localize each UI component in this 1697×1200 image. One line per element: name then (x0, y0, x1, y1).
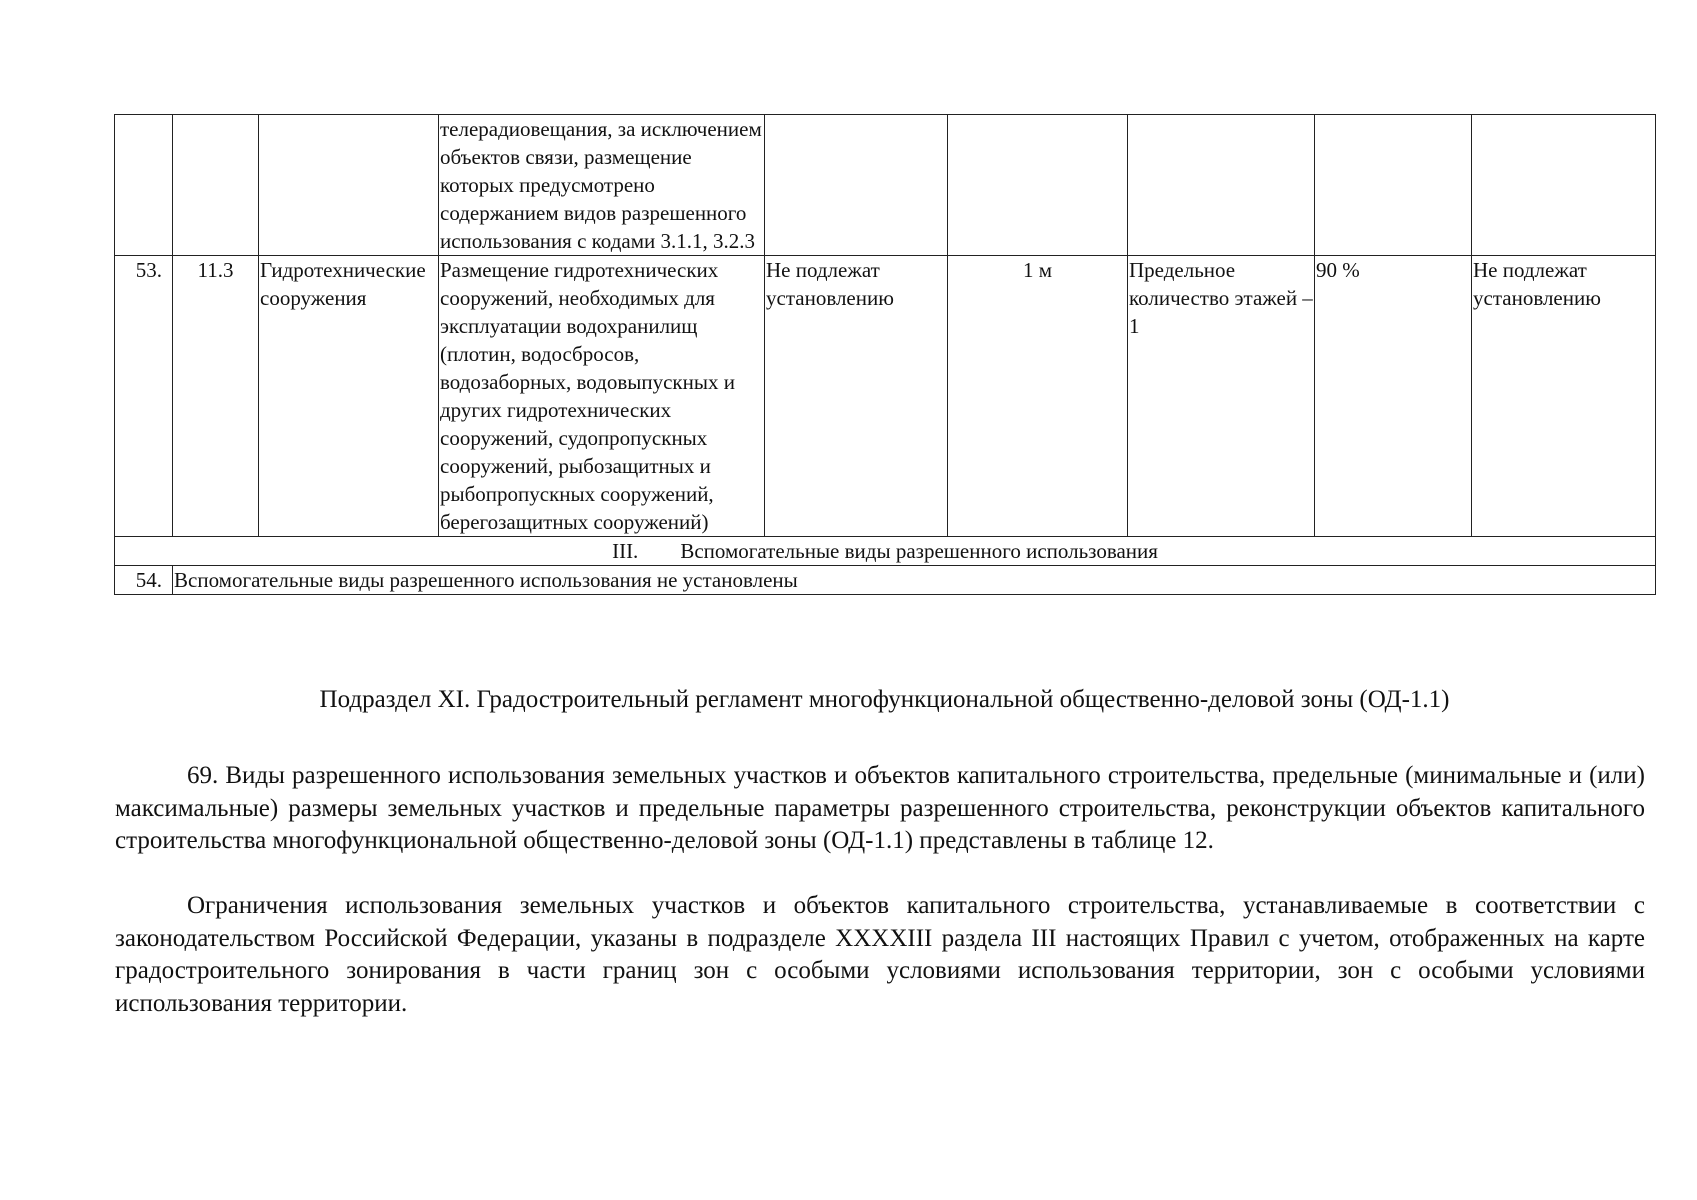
cell-plot-size (765, 115, 948, 256)
cell-indent: 1 м (948, 256, 1128, 537)
section-title: Вспомогательные виды разрешенного использования (680, 539, 1158, 563)
cell-plot-size: Не подлежат установлению (765, 256, 948, 537)
cell-code: 11.3 (173, 256, 259, 537)
cell-text: Вспомогательные виды разрешенного использования не установлены (173, 566, 1656, 595)
cell-name: Гидротехнические сооружения (259, 256, 439, 537)
cell-coverage: 90 % (1315, 256, 1472, 537)
section-number: III. (612, 539, 639, 563)
cell-coverage (1315, 115, 1472, 256)
cell-floors (1128, 115, 1315, 256)
cell-description: Размещение гидротехнических сооружений, необходимых для эксплуатации водохранилищ (плотин, водосбросов, водозаборных, водовыпускных и других гидротехнических сооружений, судопропускных сооружений, рыбозащитных и рыбопропускных сооружений, берегозащитных сооружений) (439, 256, 765, 537)
cell-num (115, 115, 173, 256)
table-row-54 (115, 566, 1656, 595)
subsection-heading: Подраздел XI. Градостроительный регламент многофункциональной общественно-деловой зоны (ОД-1.1) (319, 686, 1450, 713)
cell-floors: Предельное количество этажей – 1 (1128, 256, 1315, 537)
paragraph-restrictions: Ограничения использования земельных участков и объектов капитального строительства, устанавливаемые в соответствии с законодательством Российской Федерации, указаны в подразделе XXXXIII раздела III настоящих Правил с учетом, отображенных на карте градостроительного зонирования в части границ зон с особыми условиями использования территории, зон с особыми условиями использования территории. (115, 892, 1645, 1017)
cell-num: 54. (115, 566, 173, 595)
regulation-table (114, 114, 1656, 595)
table-section-row-iii (115, 537, 1656, 566)
section-cell (115, 537, 1656, 566)
cell-indent (948, 115, 1128, 256)
cell-name (259, 115, 439, 256)
cell-code (173, 115, 259, 256)
cell-other (1472, 115, 1656, 256)
cell-description: телерадиовещания, за исключением объектов связи, размещение которых предусмотрено содержанием видов разрешенного использования с кодами 3.1.1, 3.2.3 (439, 115, 765, 256)
table-row-continuation (115, 115, 1656, 256)
paragraph-69: 69. Виды разрешенного использования земельных участков и объектов капитального строительства, предельные (минимальные и (или) максимальные) размеры земельных участков и предельные параметры разрешенного строительства, реконструкции объектов капитального строительства многофункциональной общественно-деловой зоны (ОД-1.1) представлены в таблице 12. (115, 762, 1645, 854)
cell-other: Не подлежат установлению (1472, 256, 1656, 537)
table-row-53 (115, 256, 1656, 537)
cell-num: 53. (115, 256, 173, 537)
